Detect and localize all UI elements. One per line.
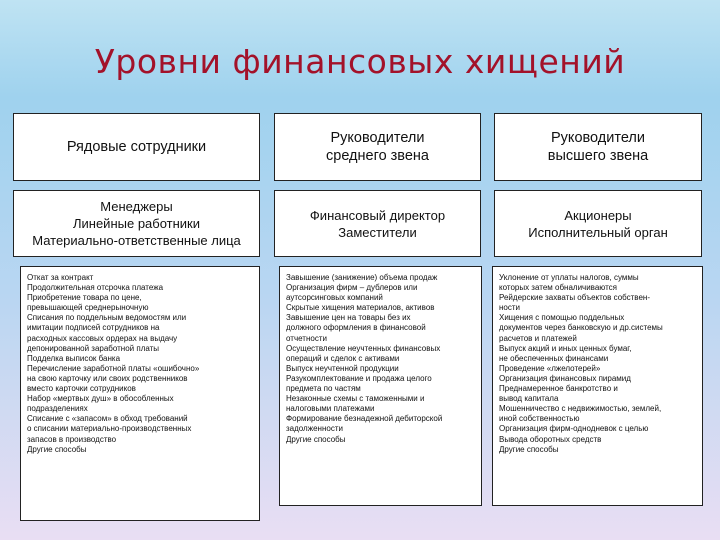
- header-employees: Рядовые сотрудники: [13, 113, 260, 181]
- method-item: превышающей среднерыночную: [27, 303, 149, 313]
- method-item: ности: [499, 303, 520, 313]
- method-item: депонированной заработной платы: [27, 343, 160, 353]
- method-item: подразделениях: [27, 404, 88, 414]
- method-item: расчетов и платежей: [499, 333, 577, 343]
- method-item: предмета по частям: [286, 384, 361, 394]
- method-item: Перечисление заработной платы «ошибочно»: [27, 363, 200, 373]
- method-item: запасов в производство: [27, 434, 117, 444]
- method-item: Откат за контракт: [27, 273, 94, 282]
- roles-top-managers: Акционеры Исполнительный орган: [494, 190, 702, 257]
- method-item: Преднамеренное банкротство и: [499, 384, 618, 394]
- method-item: Организация фирм – дублеров или: [286, 283, 418, 293]
- method-item: Подделка выписок банка: [27, 353, 121, 363]
- method-item: Завышение (занижение) объема продаж: [286, 273, 438, 282]
- methods-list: [286, 273, 475, 445]
- roles-middle-managers: Финансовый директор Заместители: [274, 190, 481, 257]
- methods-list: [499, 273, 696, 455]
- method-item: Организация фирм-однодневок с целью: [499, 424, 649, 434]
- roles-employees: Менеджеры Линейные работники Материально-ответственные лица: [13, 190, 260, 257]
- method-item: должного оформления в финансовой: [286, 323, 426, 333]
- method-item: Выпуск неучтенной продукции: [286, 363, 399, 373]
- method-item: Незаконные схемы с таможенными и: [286, 394, 425, 404]
- method-item: налоговыми платежами: [286, 404, 375, 414]
- method-item: на свою карточку или своих родственников: [27, 373, 188, 383]
- method-item: Осуществление неучтенных финансовых: [286, 343, 441, 353]
- method-item: Списание с «запасом» в обход требований: [27, 414, 188, 424]
- method-item: Хищения с помощью поддельных: [499, 313, 625, 323]
- method-item: Завышение цен на товары без их: [286, 313, 411, 323]
- method-item: Организация финансовых пирамид: [499, 373, 631, 383]
- method-item: вместо карточки сотрудников: [27, 384, 136, 394]
- method-item: аутсорсинговых компаний: [286, 293, 383, 303]
- method-item: Рейдерские захваты объектов собствен-: [499, 293, 650, 303]
- methods-middle-managers: [279, 266, 482, 506]
- method-item: Вывода оборотных средств: [499, 434, 602, 444]
- header-middle-managers: Руководители среднего звена: [274, 113, 481, 181]
- method-item: Другие способы: [286, 434, 346, 444]
- method-item: Формирование безнадежной дебиторской: [286, 414, 443, 424]
- method-item: расходных кассовых ордерах на выдачу: [27, 333, 178, 343]
- method-item: вывод капитала: [499, 394, 559, 404]
- method-item: о списании материально-производственных: [27, 424, 192, 434]
- method-item: которых затем обналичиваются: [499, 283, 618, 293]
- method-item: Выпуск акций и иных ценных бумаг,: [499, 343, 632, 353]
- method-item: Скрытые хищения материалов, активов: [286, 303, 435, 313]
- method-item: Проведение «лжелотерей»: [499, 363, 601, 373]
- method-item: Разукомплектование и продажа целого: [286, 373, 432, 383]
- method-item: документов через банковскую и др.системы: [499, 323, 663, 333]
- method-item: Списания по поддельным ведомостям или: [27, 313, 187, 323]
- method-item: Приобретение товара по цене,: [27, 293, 142, 303]
- method-item: иной собственностью: [499, 414, 580, 424]
- method-item: Набор «мертвых душ» в обособленных: [27, 394, 174, 404]
- method-item: задолженности: [286, 424, 343, 434]
- method-item: имитации подписей сотрудников на: [27, 323, 160, 333]
- method-item: операций и сделок с активами: [286, 353, 400, 363]
- method-item: Другие способы: [27, 444, 87, 454]
- method-item: Уклонение от уплаты налогов, суммы: [499, 273, 639, 282]
- method-item: Мошенничество с недвижимостью, землей,: [499, 404, 662, 414]
- page-title: Уровни финансовых хищений: [94, 42, 626, 81]
- methods-employees: [20, 266, 260, 521]
- method-item: Другие способы: [499, 444, 559, 454]
- methods-list: [27, 273, 253, 455]
- method-item: отчетности: [286, 333, 327, 343]
- method-item: не обеспеченных финансами: [499, 353, 609, 363]
- method-item: Продолжительная отсрочка платежа: [27, 283, 164, 293]
- methods-top-managers: [492, 266, 703, 506]
- header-top-managers: Руководители высшего звена: [494, 113, 702, 181]
